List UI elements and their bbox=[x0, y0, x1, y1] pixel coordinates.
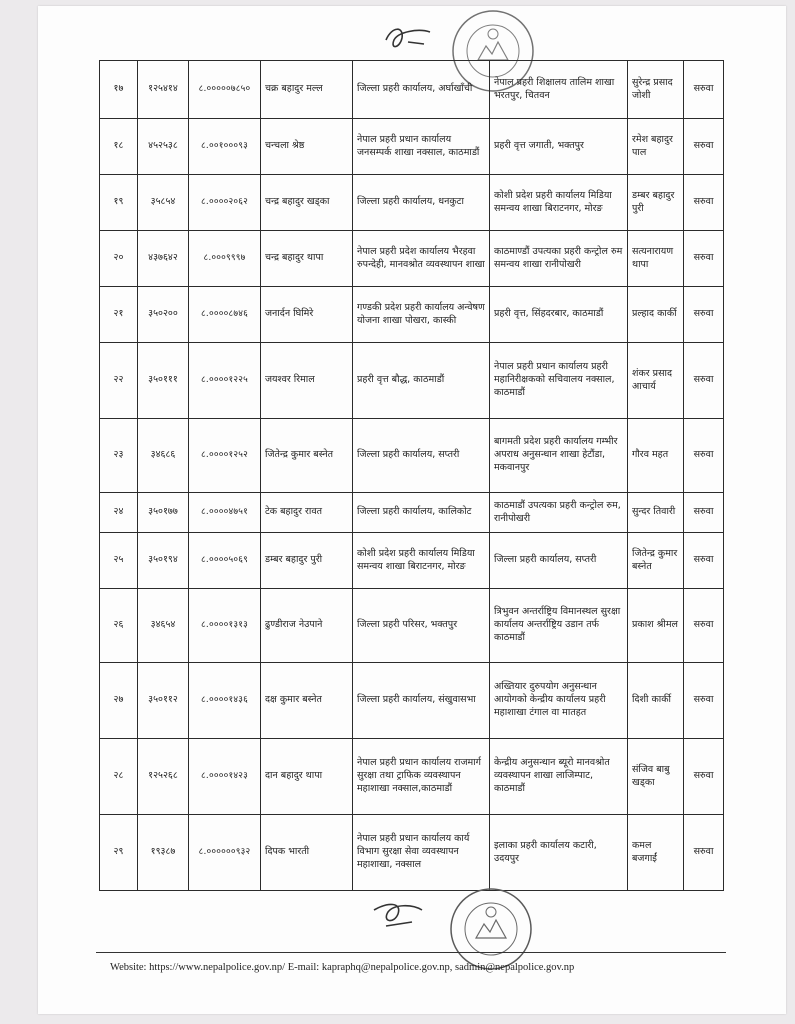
new-office: इलाका प्रहरी कार्यालय कटारी, उदयपुर bbox=[490, 815, 628, 891]
table-row bbox=[100, 663, 724, 739]
serial-number: १९ bbox=[100, 175, 138, 231]
table-row bbox=[100, 119, 724, 175]
employee-id: ३५०१९४ bbox=[138, 533, 189, 589]
serial-number: २९ bbox=[100, 815, 138, 891]
employee-name: जितेन्द्र कुमार बस्नेत bbox=[261, 419, 353, 493]
employee-name: जयश्वर रिमाल bbox=[261, 343, 353, 419]
employee-id: ३५०१११ bbox=[138, 343, 189, 419]
record-number: ८.००००१२५२ bbox=[189, 419, 261, 493]
replacement-name: संजिव बाबु खड्का bbox=[628, 739, 684, 815]
replacement-name: रमेश बहादुर पाल bbox=[628, 119, 684, 175]
document-page bbox=[38, 6, 786, 1014]
current-office: जिल्ला प्रहरी कार्यालय, कालिकोट bbox=[353, 493, 490, 533]
replacement-name: सुरेन्द्र प्रसाद जोशी bbox=[628, 61, 684, 119]
status-label: सरुवा bbox=[684, 663, 724, 739]
status-label: सरुवा bbox=[684, 493, 724, 533]
status-label: सरुवा bbox=[684, 175, 724, 231]
table-row bbox=[100, 419, 724, 493]
signature-top bbox=[378, 20, 438, 56]
status-label: सरुवा bbox=[684, 815, 724, 891]
current-office: गण्डकी प्रदेश प्रहरी कार्यालय अन्वेषण योजना शाखा पोखरा, कास्की bbox=[353, 287, 490, 343]
status-label: सरुवा bbox=[684, 533, 724, 589]
table-row bbox=[100, 815, 724, 891]
employee-name: दक्ष कुमार बस्नेत bbox=[261, 663, 353, 739]
record-number: ८.००००००९३२ bbox=[189, 815, 261, 891]
new-office: जिल्ला प्रहरी कार्यालय, सप्तरी bbox=[490, 533, 628, 589]
current-office: जिल्ला प्रहरी कार्यालय, संखुवासभा bbox=[353, 663, 490, 739]
employee-name: जनार्दन घिमिरे bbox=[261, 287, 353, 343]
current-office: कोशी प्रदेश प्रहरी कार्यालय मिडिया समन्वय शाखा बिराटनगर, मोरङ bbox=[353, 533, 490, 589]
record-number: ८.००००१३१३ bbox=[189, 589, 261, 663]
status-label: सरुवा bbox=[684, 739, 724, 815]
current-office: जिल्ला प्रहरी कार्यालय, सप्तरी bbox=[353, 419, 490, 493]
current-office: नेपाल प्रहरी प्रदेश कार्यालय भैरहवा रुपन्देही, मानवश्रोत व्यवस्थापन शाखा bbox=[353, 231, 490, 287]
employee-name: टेक बहादुर रावत bbox=[261, 493, 353, 533]
status-label: सरुवा bbox=[684, 589, 724, 663]
table-row bbox=[100, 287, 724, 343]
current-office: नेपाल प्रहरी प्रधान कार्यालय जनसम्पर्क शाखा नक्साल, काठमाडौं bbox=[353, 119, 490, 175]
status-label: सरुवा bbox=[684, 119, 724, 175]
employee-id: १९३८७ bbox=[138, 815, 189, 891]
serial-number: १८ bbox=[100, 119, 138, 175]
replacement-name: जितेन्द्र कुमार बस्नेत bbox=[628, 533, 684, 589]
replacement-name: शंकर प्रसाद आचार्य bbox=[628, 343, 684, 419]
record-number: ८.००००८७४६ bbox=[189, 287, 261, 343]
employee-id: ३५८५४ bbox=[138, 175, 189, 231]
table-row bbox=[100, 589, 724, 663]
serial-number: २५ bbox=[100, 533, 138, 589]
footer-contact: Website: https://www.nepalpolice.gov.np/ E-mail: kapraphq@nepalpolice.gov.np, sadmin@nepalpolice.gov.np bbox=[110, 962, 575, 973]
replacement-name: सत्यनारायण थापा bbox=[628, 231, 684, 287]
replacement-name: प्रकाश श्रीमल bbox=[628, 589, 684, 663]
footer-divider bbox=[96, 952, 726, 953]
serial-number: २२ bbox=[100, 343, 138, 419]
table-row bbox=[100, 231, 724, 287]
employee-name: चन्चला श्रेष्ठ bbox=[261, 119, 353, 175]
new-office: बागमती प्रदेश प्रहरी कार्यालय गम्भीर अपराध अनुसन्धान शाखा हेटौंडा, मकवानपुर bbox=[490, 419, 628, 493]
employee-id: ३४६५४ bbox=[138, 589, 189, 663]
employee-id: ३४६८६ bbox=[138, 419, 189, 493]
table-row bbox=[100, 61, 724, 119]
new-office: नेपाल प्रहरी शिक्षालय तालिम शाखा भरतपुर, चितवन bbox=[490, 61, 628, 119]
table-row bbox=[100, 175, 724, 231]
serial-number: २७ bbox=[100, 663, 138, 739]
serial-number: १७ bbox=[100, 61, 138, 119]
new-office: काठमाडौं उपत्यका प्रहरी कन्ट्रोल रुम, रानीपोखरी bbox=[490, 493, 628, 533]
status-label: सरुवा bbox=[684, 231, 724, 287]
table-row bbox=[100, 739, 724, 815]
new-office: कोशी प्रदेश प्रहरी कार्यालय मिडिया समन्वय शाखा बिराटनगर, मोरङ bbox=[490, 175, 628, 231]
serial-number: २६ bbox=[100, 589, 138, 663]
current-office: जिल्ला प्रहरी कार्यालय, धनकुटा bbox=[353, 175, 490, 231]
employee-name: दान बहादुर थापा bbox=[261, 739, 353, 815]
status-label: सरुवा bbox=[684, 343, 724, 419]
current-office: प्रहरी वृत्त बौद्ध, काठमाडौं bbox=[353, 343, 490, 419]
record-number: ८.०००००७८५० bbox=[189, 61, 261, 119]
current-office: जिल्ला प्रहरी परिसर, भक्तपुर bbox=[353, 589, 490, 663]
replacement-name: गौरव महत bbox=[628, 419, 684, 493]
employee-id: ४३७६४२ bbox=[138, 231, 189, 287]
record-number: ८.००००१४२३ bbox=[189, 739, 261, 815]
employee-id: ३५०११२ bbox=[138, 663, 189, 739]
new-office: नेपाल प्रहरी प्रधान कार्यालय प्रहरी महानिरीक्षकको सचिवालय नक्साल, काठमाडौं bbox=[490, 343, 628, 419]
new-office: केन्द्रीय अनुसन्धान ब्यूरो मानवश्रोत व्यवस्थापन शाखा लाजिम्पाट, काठमाडौं bbox=[490, 739, 628, 815]
current-office: जिल्ला प्रहरी कार्यालय, अर्घाखाँची bbox=[353, 61, 490, 119]
employee-id: ३५०२०० bbox=[138, 287, 189, 343]
table-row bbox=[100, 533, 724, 589]
signature-bottom bbox=[368, 896, 428, 932]
replacement-name: प्रल्हाद कार्की bbox=[628, 287, 684, 343]
new-office: काठमाण्डौं उपत्यका प्रहरी कन्ट्रोल रुम समन्वय शाखा रानीपोखरी bbox=[490, 231, 628, 287]
employee-id: १२५४१४ bbox=[138, 61, 189, 119]
record-number: ८.००००२०६२ bbox=[189, 175, 261, 231]
employee-name: चन्द्र बहादुर थापा bbox=[261, 231, 353, 287]
serial-number: २१ bbox=[100, 287, 138, 343]
new-office: अख्तियार दुरुपयोग अनुसन्धान आयोगको केन्द्रीय कार्यालय प्रहरी महाशाखा टंगाल वा मातहत bbox=[490, 663, 628, 739]
new-office: प्रहरी वृत्त, सिंहदरबार, काठमाडौं bbox=[490, 287, 628, 343]
replacement-name: डम्बर बहादुर पुरी bbox=[628, 175, 684, 231]
new-office: त्रिभुवन अन्तर्राष्ट्रिय विमानस्थल सुरक्षा कार्यालय अन्तर्राष्ट्रिय उडान तर्फ काठमाडौं bbox=[490, 589, 628, 663]
table-row bbox=[100, 493, 724, 533]
status-label: सरुवा bbox=[684, 419, 724, 493]
replacement-name: सुन्दर तिवारी bbox=[628, 493, 684, 533]
status-label: सरुवा bbox=[684, 61, 724, 119]
table-row bbox=[100, 343, 724, 419]
employee-name: चन्द्र बहादुर खड्का bbox=[261, 175, 353, 231]
new-office: प्रहरी वृत्त जगाती, भक्तपुर bbox=[490, 119, 628, 175]
employee-id: ४५२५३८ bbox=[138, 119, 189, 175]
personnel-table bbox=[99, 60, 724, 891]
status-label: सरुवा bbox=[684, 287, 724, 343]
official-seal-bottom bbox=[448, 886, 534, 972]
employee-name: डम्बर बहादुर पुरी bbox=[261, 533, 353, 589]
record-number: ८.००१०००९३ bbox=[189, 119, 261, 175]
replacement-name: कमल बजगाईं bbox=[628, 815, 684, 891]
serial-number: २० bbox=[100, 231, 138, 287]
employee-id: ३५०१७७ bbox=[138, 493, 189, 533]
employee-name: दिपक भारती bbox=[261, 815, 353, 891]
record-number: ८.००००१२२५ bbox=[189, 343, 261, 419]
serial-number: २३ bbox=[100, 419, 138, 493]
record-number: ८.००००४७५१ bbox=[189, 493, 261, 533]
serial-number: २८ bbox=[100, 739, 138, 815]
employee-id: १२५२६८ bbox=[138, 739, 189, 815]
current-office: नेपाल प्रहरी प्रधान कार्यालय कार्य विभाग सुरक्षा सेवा व्यवस्थापन महाशाखा, नक्साल bbox=[353, 815, 490, 891]
employee-name: ढुण्डीराज नेउपाने bbox=[261, 589, 353, 663]
record-number: ८.००००५०६९ bbox=[189, 533, 261, 589]
replacement-name: दिशी कार्की bbox=[628, 663, 684, 739]
serial-number: २४ bbox=[100, 493, 138, 533]
employee-name: चक्र बहादुर मल्ल bbox=[261, 61, 353, 119]
current-office: नेपाल प्रहरी प्रधान कार्यालय राजमार्ग सुरक्षा तथा ट्राफिक व्यवस्थापन महाशाखा नक्साल,काठमाडौं bbox=[353, 739, 490, 815]
record-number: ८.००००१४३६ bbox=[189, 663, 261, 739]
record-number: ८.०००९९९७ bbox=[189, 231, 261, 287]
